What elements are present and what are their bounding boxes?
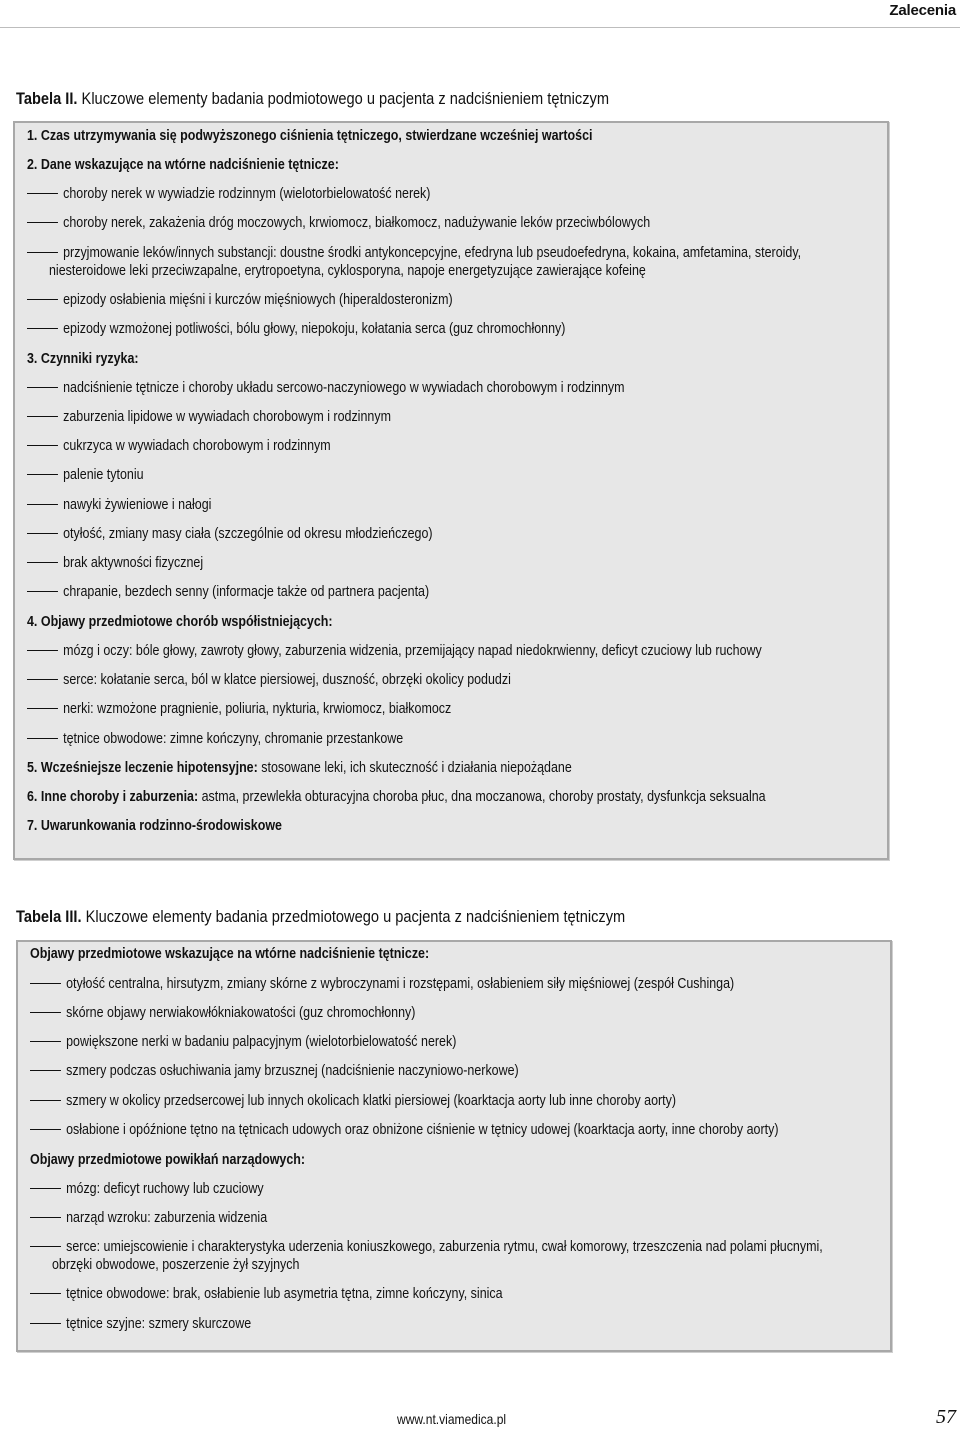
- table2-item: 3. Czynniki ryzyka:: [27, 351, 139, 367]
- section-title: Zalecenia: [889, 2, 956, 19]
- dash-icon: [27, 738, 58, 739]
- dash-icon: [30, 1100, 61, 1101]
- table2-item: 1. Czas utrzymywania się podwyższonego ciśnienia tętniczego, stwierdzane wcześniej wartości: [27, 128, 593, 144]
- table2-item: choroby nerek w wywiadzie rodzinnym (wielotorbielowatość nerek): [27, 185, 430, 203]
- dash-icon: [30, 1188, 61, 1189]
- table2-item: epizody osłabienia mięśni i kurczów mięśniowych (hiperaldosteronizm): [27, 291, 453, 309]
- dash-icon: [27, 222, 58, 223]
- dash-icon: [30, 1323, 61, 1324]
- table3-item: narząd wzroku: zaburzenia widzenia: [30, 1209, 267, 1227]
- dash-icon: [30, 1041, 61, 1042]
- table2-item: choroby nerek, zakażenia dróg moczowych, krwiomocz, białkomocz, nadużywanie leków przeciwbólowych: [27, 214, 650, 232]
- dash-icon: [30, 1293, 61, 1294]
- table2-item: 2. Dane wskazujące na wtórne nadciśnienie tętnicze:: [27, 157, 339, 173]
- table2-item: epizody wzmożonej potliwości, bólu głowy, niepokoju, kołatania serca (guz chromochłonny): [27, 320, 565, 338]
- table2-item: 7. Uwarunkowania rodzinno-środowiskowe: [27, 818, 282, 834]
- dash-icon: [27, 591, 58, 592]
- dash-icon: [27, 387, 58, 388]
- table3-title: Kluczowe elementy badania przedmiotowego u pacjenta z nadciśnieniem tętniczym: [85, 907, 626, 926]
- table2-item: nadciśnienie tętnicze i choroby układu sercowo-naczyniowego w wywiadach chorobowym i rodzinnym: [27, 379, 625, 397]
- table2-item: nerki: wzmożone pragnienie, poliuria, nykturia, krwiomocz, białkomocz: [27, 700, 451, 718]
- table3-item: skórne objawy nerwiakowłókniakowatości (guz chromochłonny): [30, 1004, 415, 1022]
- table3-item: szmery podczas osłuchiwania jamy brzusznej (nadciśnienie naczyniowo-nerkowe): [30, 1062, 519, 1080]
- dash-icon: [27, 533, 58, 534]
- dash-icon: [27, 708, 58, 709]
- page-number: 57: [936, 1406, 956, 1428]
- table3-item: Objawy przedmiotowe powikłań narządowych:: [30, 1152, 306, 1168]
- table2-item: chrapanie, bezdech senny (informacje także od partnera pacjenta): [27, 583, 429, 601]
- table2-item: 5. Wcześniejsze leczenie hipotensyjne: stosowane leki, ich skuteczność i działania niepożądane: [27, 760, 572, 776]
- dash-icon: [27, 562, 58, 563]
- table2-item: serce: kołatanie serca, ból w klatce piersiowej, duszność, obrzęki okolicy podudzi: [27, 671, 511, 689]
- table2-item: brak aktywności fizycznej: [27, 554, 203, 572]
- table3-caption: [16, 907, 625, 927]
- table3-item: szmery w okolicy przedsercowej lub innych okolicach klatki piersiowej (koarktacja aorty lub inne choroby aorty): [30, 1092, 676, 1110]
- table3-item: osłabione i opóźnione tętno na tętnicach udowych oraz obniżone ciśnienie w tętnicy udowej (koarktacja aorty, inne choroby aorty): [30, 1121, 778, 1139]
- table2-caption: [16, 89, 609, 109]
- dash-icon: [27, 193, 58, 194]
- table3-item-continuation: obrzęki obwodowe, poszerzenie żył szyjnych: [52, 1257, 300, 1273]
- table2-item-continuation: niesteroidowe leki przeciwzapalne, erytropoetyna, cyklosporyna, napoje energetyzujące zawierające kofeinę: [49, 263, 646, 279]
- table2-item: cukrzyca w wywiadach chorobowym i rodzinnym: [27, 437, 331, 455]
- dash-icon: [27, 299, 58, 300]
- table2-item: tętnice obwodowe: zimne kończyny, chromanie przestankowe: [27, 730, 403, 748]
- dash-icon: [30, 1070, 61, 1071]
- table2-item: 4. Objawy przedmiotowe chorób współistniejących:: [27, 614, 333, 630]
- running-header: [0, 0, 960, 28]
- dash-icon: [27, 328, 58, 329]
- dash-icon: [30, 1129, 61, 1130]
- table3-item: tętnice obwodowe: brak, osłabienie lub asymetria tętna, zimne kończyny, sinica: [30, 1285, 503, 1303]
- table2-item: zaburzenia lipidowe w wywiadach chorobowym i rodzinnym: [27, 408, 391, 426]
- table2-item: przyjmowanie leków/innych substancji: doustne środki antykoncepcyjne, efedryna lub pseudoefedryna, kokaina, amfetamina, steroidy,: [27, 244, 801, 262]
- dash-icon: [27, 679, 58, 680]
- table2-title: Kluczowe elementy badania podmiotowego u pacjenta z nadciśnieniem tętniczym: [81, 89, 609, 108]
- table3-item: tętnice szyjne: szmery skurczowe: [30, 1315, 251, 1333]
- dash-icon: [27, 445, 58, 446]
- dash-icon: [30, 1217, 61, 1218]
- table2-item: 6. Inne choroby i zaburzenia: astma, przewlekła obturacyjna choroba płuc, dna moczanowa, choroby prostaty, dysfunkcja seksualna: [27, 789, 766, 805]
- table2-label: Tabela II.: [16, 89, 78, 108]
- dash-icon: [27, 650, 58, 651]
- dash-icon: [30, 1012, 61, 1013]
- dash-icon: [30, 983, 61, 984]
- dash-icon: [27, 252, 58, 253]
- table3-item: Objawy przedmiotowe wskazujące na wtórne nadciśnienie tętnicze:: [30, 946, 430, 962]
- footer-url: www.nt.viamedica.pl: [397, 1411, 507, 1427]
- table3-item: otyłość centralna, hirsutyzm, zmiany skórne z wybroczynami i rozstępami, osłabieniem siły mięśniowej (zespół Cushinga): [30, 975, 734, 993]
- table2-item: mózg i oczy: bóle głowy, zawroty głowy, zaburzenia widzenia, przemijający napad niedokrwienny, deficyt czuciowy lub ruchowy: [27, 642, 762, 660]
- dash-icon: [27, 474, 58, 475]
- table3-item: mózg: deficyt ruchowy lub czuciowy: [30, 1180, 264, 1198]
- dash-icon: [30, 1246, 61, 1247]
- table2-item: palenie tytoniu: [27, 466, 144, 484]
- table3-label: Tabela III.: [16, 907, 82, 926]
- table3-item: powiększone nerki w badaniu palpacyjnym (wielotorbielowatość nerek): [30, 1033, 456, 1051]
- dash-icon: [27, 504, 58, 505]
- table2-item: nawyki żywieniowe i nałogi: [27, 496, 211, 514]
- table3-item: serce: umiejscowienie i charakterystyka uderzenia koniuszkowego, zaburzenia rytmu, cwał komorowy, trzeszczenia nad polami płucnymi,: [30, 1238, 823, 1256]
- table2-item: otyłość, zmiany masy ciała (szczególnie od okresu młodzieńczego): [27, 525, 433, 543]
- dash-icon: [27, 416, 58, 417]
